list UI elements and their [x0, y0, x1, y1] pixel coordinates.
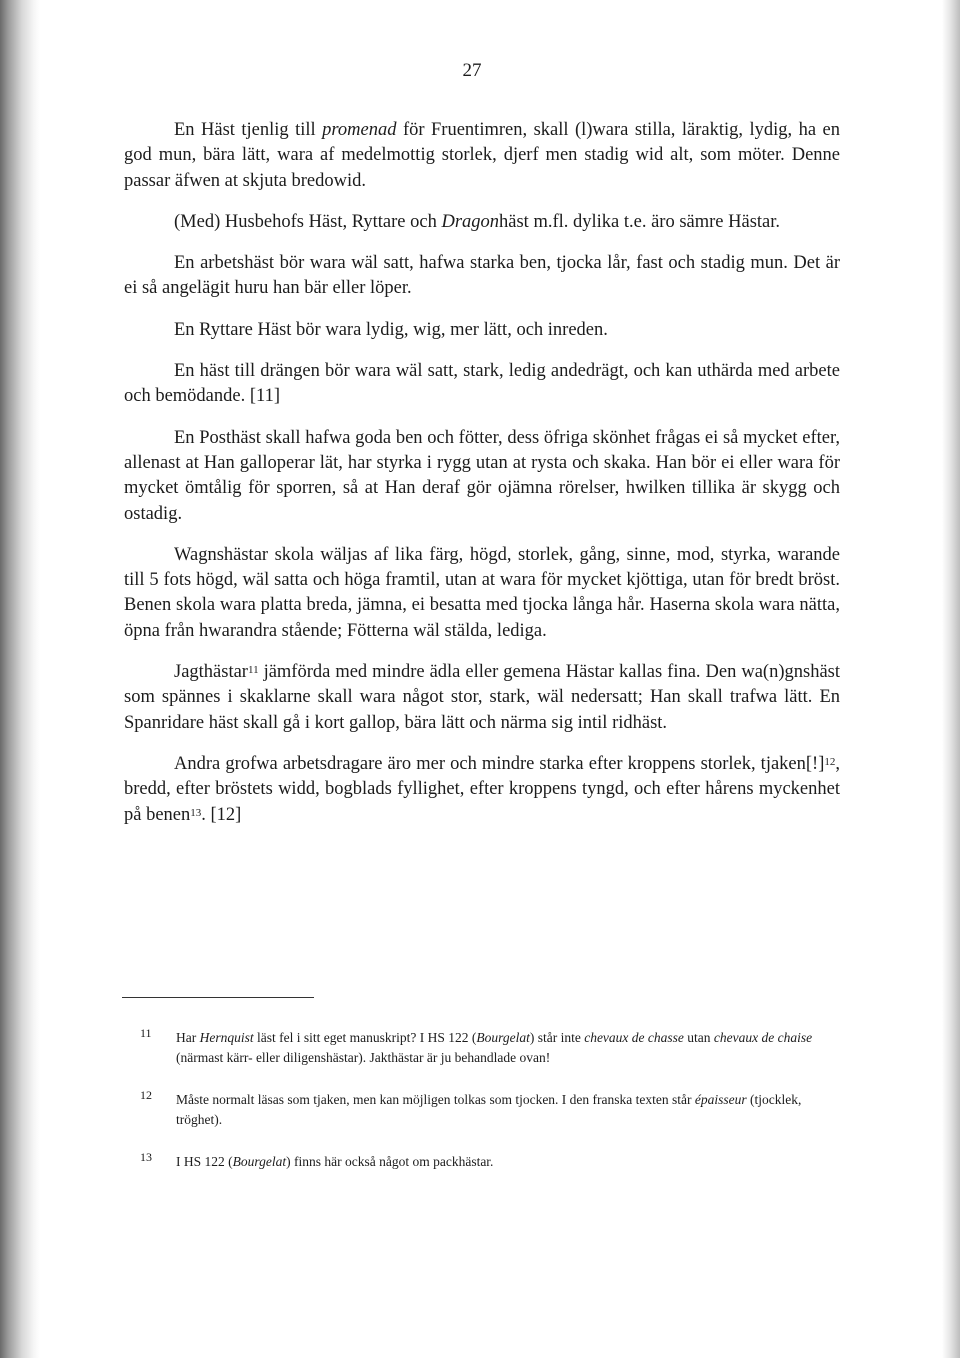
italic-text: épaisseur	[694, 1092, 747, 1107]
italic-text: Dragon	[441, 211, 500, 232]
text-segment: Måste normalt läsas som tjaken, men kan möjligen tolkas som tjocken. I den franska texten står	[176, 1092, 695, 1107]
italic-text: chevaux de chasse	[584, 1030, 684, 1045]
footnote-separator	[122, 997, 314, 998]
page-number: 27	[462, 60, 482, 81]
text-segment: . [12]	[201, 804, 242, 825]
footnote-reference[interactable]: 11	[247, 664, 259, 677]
paragraph	[124, 752, 840, 828]
footnote-text	[176, 1030, 812, 1065]
page-edge-shadow	[942, 0, 960, 1358]
text-segment: (tjocklek, tröghet).	[176, 1092, 802, 1127]
text-segment: (Med) Husbehofs Häst, Ryttare och	[174, 211, 442, 232]
footnote-number: 13	[140, 1150, 152, 1164]
paragraph	[124, 359, 840, 410]
paragraph	[124, 318, 840, 343]
text-segment: (närmast kärr- eller diligenshästar). Jakthästar är ju behandlade ovan!	[176, 1050, 551, 1065]
text-segment: , bredd, efter bröstets widd, bogblads fyllighet, efter kroppens tyngd, och efter hårens myckenhet på benen	[124, 753, 840, 825]
footnote	[140, 1152, 838, 1172]
text-segment: Har	[176, 1030, 200, 1045]
text-segment: Andra grofwa arbetsdragare äro mer och mindre starka efter kroppens storlek, tjaken[!]	[174, 753, 825, 774]
text-segment: för Fruentimren, skall (l)wara stilla, läraktig, lydig, ha en god mun, bära lätt, wara af medelmottig storlek, djerf men stadig wid alt, som möter. Denne passar äfwen at skjuta bredowid.	[124, 120, 841, 191]
footnotes	[140, 1028, 838, 1194]
text-segment: En Häst tjenlig till	[174, 120, 323, 140]
paragraph	[124, 251, 840, 302]
paragraph	[124, 118, 840, 194]
paragraph	[124, 660, 840, 736]
text-segment: jämförda med mindre ädla eller gemena Hästar kallas fina. Den wa(n)gnshäst som spännes i skaklarne skall wara något stor, stark, wäl nedersatt; Han skall trafwa lätt. En Spanridare häst skall gå i kort gallop, bära lätt och närma sig intil ridhäst.	[124, 662, 840, 733]
italic-text: Bourgelat	[232, 1154, 287, 1169]
footnote-text	[176, 1092, 801, 1127]
text-segment: läst fel i sitt eget manuskript? I HS 122 (	[253, 1030, 477, 1045]
text-segment: En arbetshäst bör wara wäl satt, hafwa starka ben, tjocka lår, fast och stadig mun. Det är ei så angelägit huru han bär eller löper.	[124, 253, 840, 299]
footnote-reference[interactable]: 13	[190, 806, 202, 819]
text-segment: Jagthästar	[174, 662, 248, 683]
text-segment: En Ryttare Häst bör wara lydig, wig, mer lätt, och inreden.	[174, 319, 608, 340]
italic-text: promenad	[322, 120, 397, 140]
text-segment: ) står inte	[529, 1030, 585, 1045]
text-segment: utan	[683, 1030, 714, 1045]
footnote-number: 12	[140, 1088, 152, 1102]
italic-text: Hernquist	[199, 1030, 254, 1045]
footnote	[140, 1028, 838, 1068]
text-segment: En häst till drängen bör wara wäl satt, stark, ledig andedrägt, och kan uthärda med arbete och bemödande. [11]	[124, 361, 840, 407]
footnote-number: 11	[140, 1026, 152, 1040]
text-segment: häst m.fl. dylika t.e. äro sämre Hästar.	[499, 211, 781, 232]
body-text	[124, 118, 840, 844]
text-segment: Wagnshästar skola wäljas af lika färg, högd, storlek, gång, sinne, mod, styrka, warande till 5 fots högd, wäl satta och höga framtil, utan at wara för mycket kjöttiga, utan för bredt bröst. Benen skola wara platta breda, jämna, ei besatta med tjocka långa hår. Haserna skola wara nätta, öpna från hwarandra stående; Fötterna wäl stälda, lediga.	[124, 544, 840, 641]
paragraph	[124, 543, 840, 644]
text-segment: ) finns här också något om packhästar.	[286, 1154, 494, 1169]
paragraph	[124, 210, 840, 235]
footnote	[140, 1090, 838, 1130]
italic-text: chevaux de chaise	[713, 1030, 813, 1045]
text-segment: En Posthäst skall hafwa goda ben och fötter, dess öfriga skönhet frågas ei så mycket efter, allenast at Han galloperar lät, har styrka i rygg utan at rysta och skaka. Han bör ei eller wara för mycket ömtålig för sporren, så at Han deraf gör ojämna rörelser, hwilken tillika är skygg och ostadig.	[124, 427, 840, 524]
paragraph	[124, 426, 840, 527]
footnote-text	[176, 1154, 493, 1169]
italic-text: Bourgelat	[476, 1030, 530, 1045]
footnote-reference[interactable]: 12	[824, 755, 836, 768]
text-segment: I HS 122 (	[176, 1154, 233, 1169]
page-gutter-shadow	[0, 0, 40, 1358]
